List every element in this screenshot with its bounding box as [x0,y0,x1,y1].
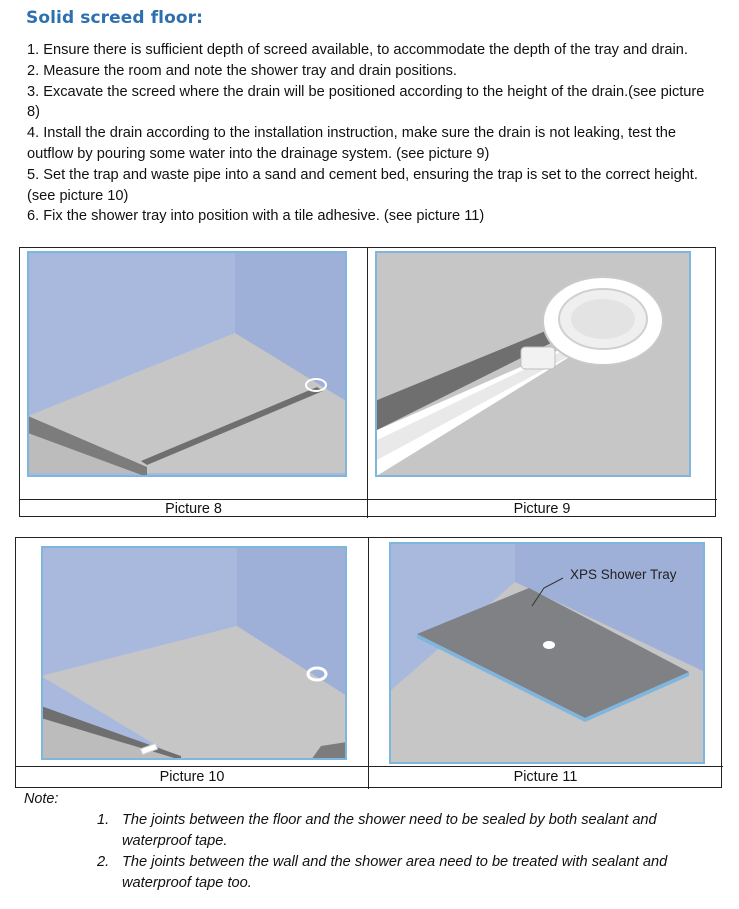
xps-shower-tray-callout: XPS Shower Tray [570,567,677,582]
note-item-1 [95,810,720,852]
picture-9-caption: Picture 9 [513,501,571,517]
note-item-2 [95,852,720,894]
picture-8-illustration [27,251,347,477]
picture-grid-bottom [15,537,722,788]
note-list [95,810,720,894]
picture-11-caption: Picture 11 [513,769,578,785]
instruction-steps [27,40,717,227]
picture-8-caption: Picture 8 [165,501,222,517]
note-item-1-text: The joints between the floor and the shower need to be sealed by both sealant and waterproof tape. [122,812,657,849]
step-4: 4. Install the drain according to the installation instruction, make sure the drain is not leaking, test the outflow by pouring some water into the drainage system. (see picture 9) [27,125,676,162]
step-3: 3. Excavate the screed where the drain will be positioned according to the height of the drain.(see picture 8) [27,83,705,121]
picture-grid-top [19,247,716,517]
picture-10-caption: Picture 10 [159,769,225,785]
note-label: Note: [24,791,59,807]
section-heading: Solid screed floor: [26,8,204,28]
step-5: 5. Set the trap and waste pipe into a sand and cement bed, ensuring the trap is set to the correct height. (see picture 10) [27,166,698,204]
note-item-2-number: 2. [97,854,110,870]
picture-9-illustration [375,251,691,477]
note-item-1-number: 1. [97,812,110,828]
note-item-2-text: The joints between the wall and the shower area need to be treated with sealant and waterproof tape too. [122,854,668,891]
step-2: 2. Measure the room and note the shower tray and drain positions. [27,62,457,79]
step-1: 1. Ensure there is sufficient depth of screed available, to accommodate the depth of the tray and drain. [27,42,688,58]
picture-10-illustration [41,546,347,760]
step-6: 6. Fix the shower tray into position with a tile adhesive. (see picture 11) [27,208,485,225]
